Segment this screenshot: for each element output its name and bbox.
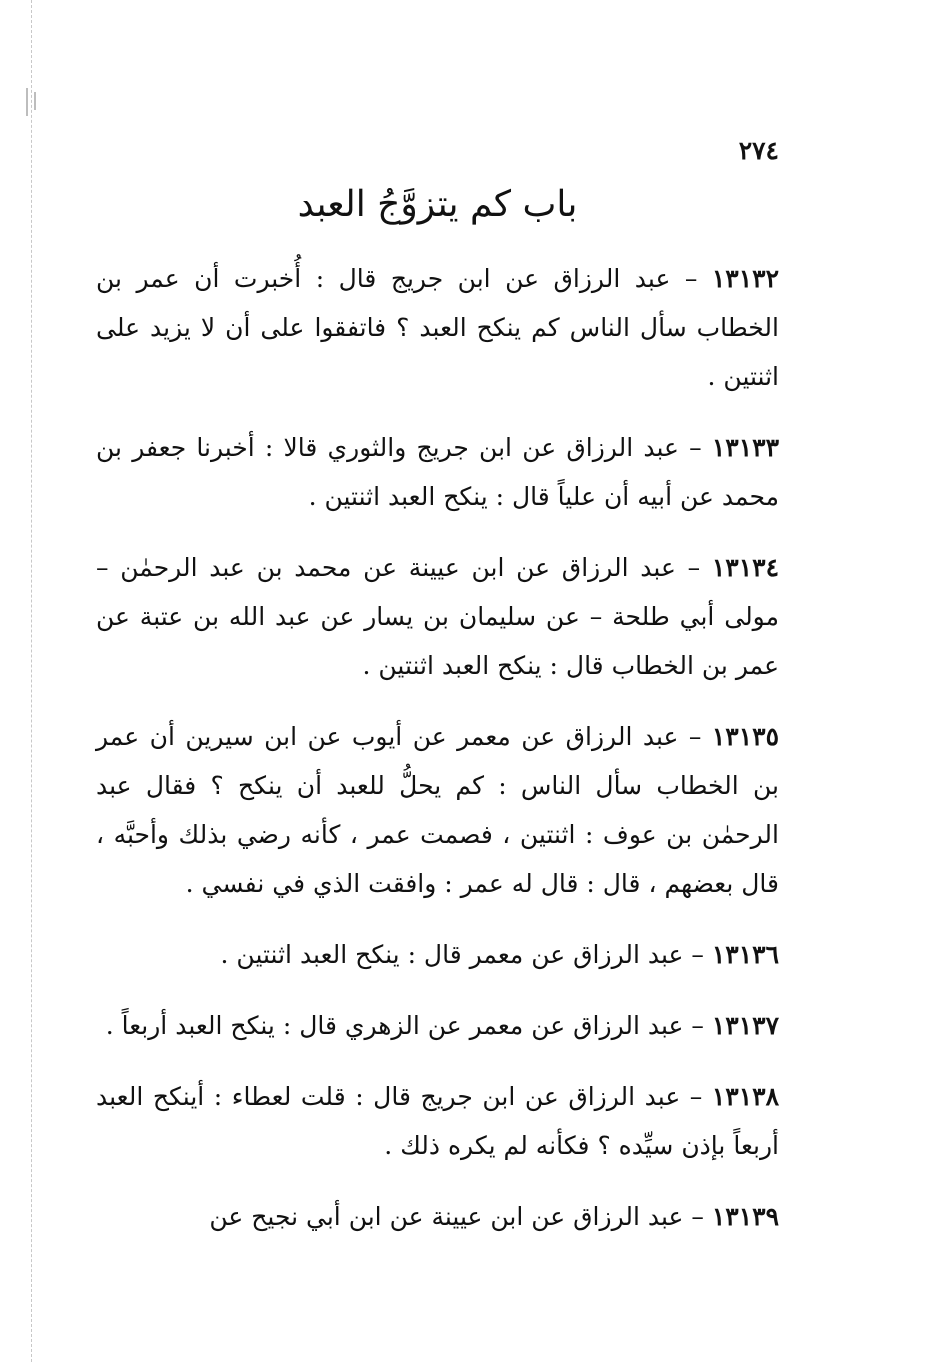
- hadith-entry: [96, 1072, 779, 1170]
- hadith-number: ١٣١٣٨: [711, 1082, 779, 1111]
- binding-mark: [34, 92, 36, 110]
- hadith-number: ١٣١٣٢: [711, 264, 779, 293]
- hadith-number: ١٣١٣٩: [711, 1202, 779, 1231]
- hadith-text: – عبد الرزاق عن معمر قال : ينكح العبد اثنتين .: [220, 940, 712, 969]
- hadith-entry: [96, 254, 779, 401]
- hadith-number: ١٣١٣٤: [711, 553, 779, 582]
- chapter-title: باب كم يتزوَّجُ العبد: [297, 184, 578, 225]
- hadith-number: ١٣١٣٧: [711, 1011, 779, 1040]
- binding-mark: [26, 88, 28, 116]
- hadith-number: ١٣١٣٣: [711, 433, 779, 462]
- hadith-entry: [96, 1192, 779, 1241]
- hadith-entry: [96, 930, 779, 979]
- hadith-number: ١٣١٣٥: [711, 722, 779, 751]
- page-gutter-line: [31, 0, 32, 1362]
- hadith-number: ١٣١٣٦: [711, 940, 779, 969]
- hadith-text: – عبد الرزاق عن معمر عن الزهري قال : ينكح العبد أربعاً .: [105, 1011, 712, 1040]
- hadith-text: – عبد الرزاق عن ابن جريج قال : أُخبرت أن عمر بن الخطاب سأل الناس كم ينكح العبد ؟ فاتفقوا على أن لا يزيد على اثنتين .: [96, 264, 779, 391]
- hadith-entry: [96, 543, 779, 690]
- hadith-entry: [96, 712, 779, 908]
- hadith-text: – عبد الرزاق عن ابن عيينة عن ابن أبي نجيح عن: [209, 1202, 712, 1231]
- hadith-text: – عبد الرزاق عن ابن جريج والثوري قالا : أخبرنا جعفر بن محمد عن أبيه أن علياً قال : ينكح العبد اثنتين .: [96, 433, 779, 511]
- page-number: ٢٧٤: [738, 136, 779, 165]
- book-page: [96, 0, 779, 1362]
- hadith-entry: [96, 423, 779, 521]
- hadith-text: – عبد الرزاق عن معمر عن أيوب عن ابن سيرين أن عمر بن الخطاب سأل الناس : كم يحلُّ للعبد أن ينكح ؟ فقال عبد الرحمٰن بن عوف : اثنتين ، فصمت عمر ، كأنه رضي بذلك وأحبَّه ، قال بعضهم ، قال : قال له عمر : وافقت الذي في نفسي .: [96, 722, 779, 898]
- hadith-text: – عبد الرزاق عن ابن جريج قال : قلت لعطاء : أينكح العبد أربعاً بإذن سيِّده ؟ فكأنه لم يكره ذلك .: [96, 1082, 779, 1160]
- hadith-text: – عبد الرزاق عن ابن عيينة عن محمد بن عبد الرحمٰن – مولى أبي طلحة – عن سليمان بن يسار عن عبد الله بن عتبة عن عمر بن الخطاب قال : ينكح العبد اثنتين .: [96, 553, 779, 680]
- hadith-list: [96, 254, 779, 1263]
- hadith-entry: [96, 1001, 779, 1050]
